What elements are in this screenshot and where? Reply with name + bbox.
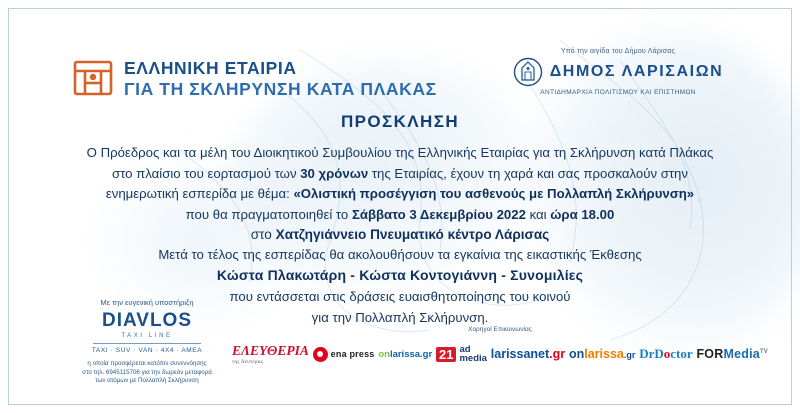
invitation-body bbox=[60, 143, 740, 246]
sponsor-onlarissa bbox=[569, 337, 635, 371]
invitation-line-5 bbox=[60, 225, 740, 246]
sponsor-larissanet bbox=[491, 337, 565, 371]
enapress-dot-icon bbox=[313, 347, 328, 362]
municipality-block bbox=[488, 48, 748, 96]
diavlos-brand-sub: TAXI LINE bbox=[121, 333, 173, 339]
sponsor-eleftheria-sub: της Δευτέρας bbox=[232, 359, 264, 365]
sponsor-21ad-number: 21 bbox=[436, 347, 456, 362]
hei-logo-icon bbox=[72, 58, 114, 98]
support-note bbox=[62, 360, 232, 386]
invitation-line-4-pre: που θα πραγματοποιηθεί το bbox=[185, 206, 352, 222]
auspices-text: Υπό την αιγίδα του Δήμου Λάρισας bbox=[560, 48, 676, 55]
sponsor-onlarissa-small-on: on bbox=[378, 348, 390, 360]
sponsor-enapress bbox=[313, 337, 375, 371]
municipality-row bbox=[488, 57, 748, 87]
organization-name-line2: ΓΙΑ ΤΗ ΣΚΛΗΡΥΝΣΗ ΚΑΤΑ ΠΛΑΚΑΣ bbox=[124, 79, 437, 99]
diavlos-services: ΤΑΧΙ · SUV · VAN · 4Χ4 · ΑΜΕΑ bbox=[91, 347, 203, 354]
sponsor-formedia-post: Media bbox=[723, 347, 760, 361]
sponsor-onlarissa-small bbox=[378, 337, 432, 371]
invitation-line-4-mid: και bbox=[525, 206, 551, 222]
sponsor-enapress-name: ena press bbox=[330, 349, 375, 359]
sponsor-21ad-media bbox=[436, 337, 487, 371]
sponsor-larissanet-name: larissanet bbox=[490, 347, 550, 361]
sponsor-drdoctor-pre: DrD bbox=[639, 346, 664, 361]
invitation-line-2 bbox=[60, 164, 740, 185]
sponsor-formedia-pre: FOR bbox=[696, 347, 724, 361]
municipality-department: ΑΝΤΙΔΗΜΑΡΧΙΑ ΠΟΛΙΤΙΣΜΟΥ ΚΑΙ ΕΠΙΣΤΗΜΩΝ bbox=[540, 89, 696, 96]
invitation-line-4 bbox=[60, 205, 740, 226]
support-note-line1: η οποία προσφέρεται κατόπιν συνεννόησης bbox=[87, 360, 207, 367]
exhibition-line-1: Μετά το τέλος της εσπερίδας θα ακολουθήσουν τα εγκαίνια της εικαστικής Έκθεσης bbox=[158, 247, 642, 262]
organization-name-line1: ΕΛΛΗΝΙΚΗ ΕΤΑΙΡΙΑ bbox=[124, 58, 297, 78]
anniversary-years: 30 χρόνων bbox=[300, 165, 369, 181]
support-label: Με την ευγενική υποστήριξη bbox=[100, 298, 194, 307]
organization-title bbox=[124, 58, 454, 100]
event-date: Σάββατο 3 Δεκεμβρίου 2022 bbox=[351, 206, 526, 222]
invitation-line-3 bbox=[60, 184, 740, 205]
invitation-line-5-pre: στο bbox=[250, 227, 276, 242]
municipality-crest-icon bbox=[513, 57, 543, 87]
exhibition-line-3: που εντάσσεται στις δράσεις ευαισθητοποίησης του κοινού bbox=[229, 289, 571, 304]
invitation-line-2-post: της Εταιρίας, έχουν τη χαρά και σας προσκαλούν στην bbox=[368, 165, 688, 181]
sponsor-drdoctor bbox=[639, 337, 692, 371]
sponsor-21ad-word1: ad bbox=[459, 344, 471, 355]
sponsor-drdoctor-o: o bbox=[663, 346, 671, 361]
sponsor-eleftheria-name: ΕΛΕΥΘΕΡΙΑ bbox=[232, 343, 309, 358]
diavlos-brand: DIAVLOS bbox=[101, 310, 193, 331]
exhibition-line-4: για την Πολλαπλή Σκλήρυνση. bbox=[311, 310, 489, 325]
sponsor-onlarissa-name: larissa bbox=[584, 347, 624, 361]
invitation-line-1: Ο Πρόεδρος και τα μέλη του Διοικητικού Συμβουλίου της Ελληνικής Εταιρίας για τη Σκλήρυνση κατά Πλάκας bbox=[86, 145, 714, 160]
poster-header bbox=[0, 0, 800, 108]
sponsor-formedia-sup: TV bbox=[759, 348, 768, 355]
diavlos-divider bbox=[93, 343, 201, 344]
sponsor-eleftheria bbox=[232, 337, 309, 371]
page-title: ΠΡΟΣΚΛΗΣΗ bbox=[340, 112, 459, 131]
support-note-line3: των ατόμων με Πολλαπλή Σκλήρυνση bbox=[95, 377, 199, 385]
support-note-line2: στο τηλ. 6945115706 για την δωρεάν μεταφορά bbox=[82, 368, 212, 376]
sponsor-onlarissa-small-rest: larissa.gr bbox=[389, 348, 433, 360]
support-sponsor-block bbox=[62, 298, 232, 386]
invitation-line-3-pre: ενημερωτική εσπερίδα με θέμα: bbox=[105, 186, 294, 201]
municipality-name: ΔΗΜΟΣ ΛΑΡΙΣΑΙΩΝ bbox=[549, 63, 724, 80]
event-topic: «Ολιστική προσέγγιση του ασθενούς με Πολλαπλή Σκλήρυνση» bbox=[293, 186, 695, 201]
exhibition-artists: Κώστα Πλακωτάρη - Κώστα Κοντογιάννη - Συνομιλίες bbox=[216, 267, 584, 283]
event-venue: Χατζηγιάννειο Πνευματικό κέντρο Λάρισας bbox=[275, 227, 550, 242]
media-sponsors-strip bbox=[232, 336, 768, 372]
sponsor-21ad-word2: media bbox=[459, 353, 487, 364]
sponsor-formedia bbox=[696, 337, 768, 371]
sponsor-drdoctor-post: ctor bbox=[670, 346, 693, 361]
event-time: ώρα 18.00 bbox=[550, 206, 615, 222]
sponsor-onlarissa-tld: .gr bbox=[623, 350, 636, 360]
invitation-line-2-pre: στο πλαίσιο του εορτασμού των bbox=[112, 165, 301, 181]
media-sponsors-label: Χορηγοί Επικοινωνίας bbox=[468, 326, 532, 333]
sponsor-larissanet-tld: .gr bbox=[549, 347, 566, 361]
sponsor-onlarissa-on: on bbox=[568, 347, 585, 361]
